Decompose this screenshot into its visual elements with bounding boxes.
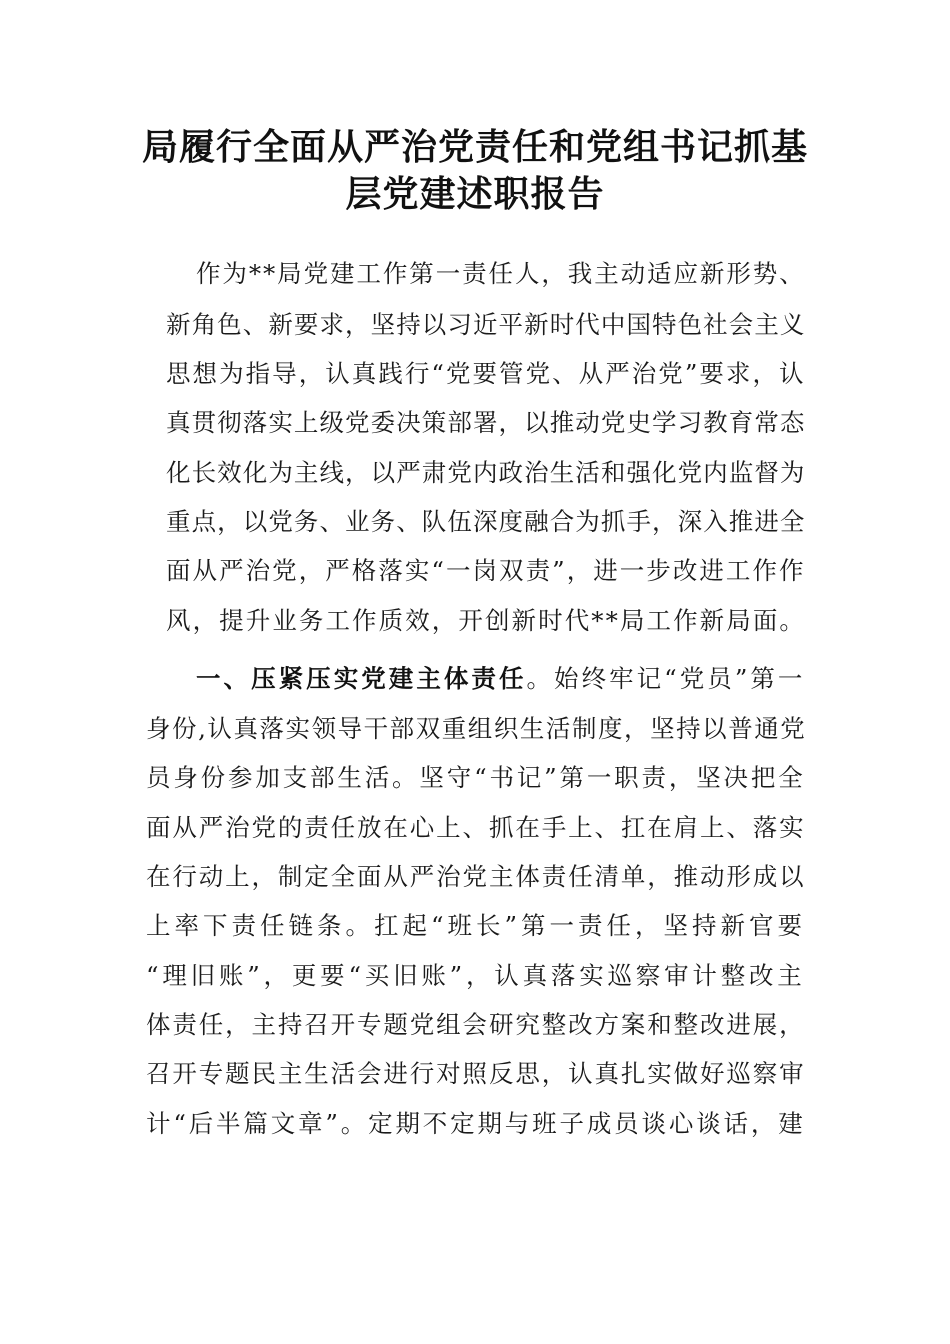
section-1-line-8: 体责任，主持召开专题党组会研究整改方案和整改进展， — [146, 1010, 806, 1039]
intro-line-6: 重点，以党务、业务、队伍深度融合为抓手，深入推进全 — [166, 507, 806, 536]
intro-line-3: 思想为指导，认真践行“党要管党、从严治党”要求，认 — [166, 359, 806, 388]
intro-line-7: 面从严治党，严格落实“一岗双责”，进一步改进工作作 — [166, 556, 806, 585]
section-1-first-line — [196, 664, 805, 694]
intro-line-2: 新角色、新要求，坚持以习近平新时代中国特色社会主义 — [166, 310, 806, 339]
section-1-line-4: 面从严治党的责任放在心上、抓在手上、扛在肩上、落实 — [146, 813, 806, 842]
intro-line-4: 真贯彻落实上级党委决策部署，以推动党史学习教育常态 — [166, 408, 806, 437]
section-1-line-5: 在行动上，制定全面从严治党主体责任清单，推动形成以 — [146, 862, 806, 891]
title-line-1: 局履行全面从严治党责任和党组书记抓基 — [141, 126, 808, 168]
section-1-line-3: 员身份参加支部生活。坚守“书记”第一职责，坚决把全 — [146, 763, 806, 792]
section-1-first-line-text: 。始终牢记“党员”第一 — [526, 664, 806, 693]
intro-line-5: 化长效化为主线，以严肃党内政治生活和强化党内监督为 — [166, 458, 806, 487]
section-1-line-2: 身份,认真落实领导干部双重组织生活制度，坚持以普通党 — [146, 714, 807, 743]
section-1-line-6: 上率下责任链条。扛起“班长”第一责任，坚持新官要 — [146, 911, 807, 940]
section-1-line-10: 计“后半篇文章”。定期不定期与班子成员谈心谈话，建 — [146, 1109, 806, 1138]
title-line-2: 层党建述职报告 — [345, 173, 605, 215]
section-1-line-9: 召开专题民主生活会进行对照反思，认真扎实做好巡察审 — [146, 1059, 806, 1088]
intro-line-8: 风，提升业务工作质效，开创新时代**局工作新局面。 — [166, 606, 806, 635]
intro-line-1: 作为**局党建工作第一责任人，我主动适应新形势、 — [196, 259, 806, 288]
section-1-heading: 一、压紧压实党建主体责任 — [196, 664, 527, 693]
section-1-line-7: “理旧账”，更要“买旧账”，认真落实巡察审计整改主 — [146, 961, 806, 990]
document-title — [120, 124, 830, 218]
